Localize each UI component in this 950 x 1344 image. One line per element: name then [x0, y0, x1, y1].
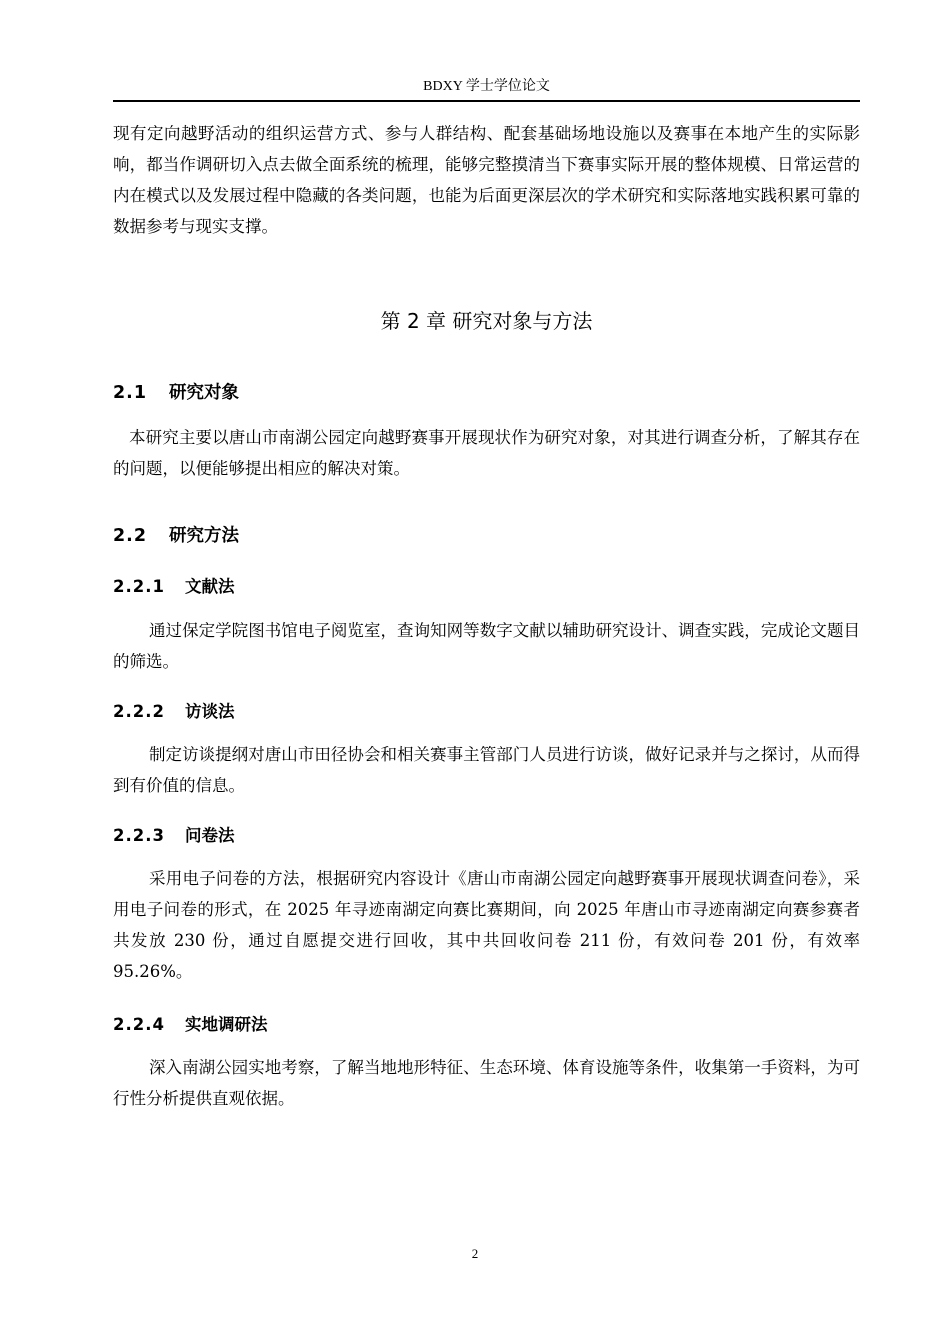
- section-number: 2.2: [113, 526, 148, 546]
- section-title: 研究方法: [169, 526, 239, 546]
- header-rule: [113, 100, 860, 102]
- section-number: 2.2.3: [113, 826, 165, 845]
- page-number: 2: [471, 1246, 479, 1261]
- section-2-1-paragraph: 本研究主要以唐山市南湖公园定向越野赛事开展现状作为研究对象，对其进行调查分析，了解其存在的问题，以便能够提出相应的解决对策。: [113, 428, 860, 478]
- section-title: 文献法: [185, 577, 235, 596]
- section-2-2-4-paragraph: 深入南湖公园实地考察，了解当地地形特征、生态环境、体育设施等条件，收集第一手资料，为可行性分析提供直观依据。: [113, 1058, 860, 1108]
- section-2-2-1-heading: [113, 575, 235, 599]
- section-number: 2.2.4: [113, 1015, 165, 1034]
- running-header: BDXY 学士学位论文: [423, 79, 550, 94]
- section-title: 实地调研法: [185, 1015, 268, 1034]
- section-2-2-4-heading: [113, 1013, 268, 1037]
- section-number: 2.1: [113, 383, 148, 403]
- section-2-2-heading: [113, 523, 239, 549]
- section-2-2-1-paragraph: 通过保定学院图书馆电子阅览室，查询知网等数字文献以辅助研究设计、调查实践，完成论文题目的筛选。: [113, 621, 860, 671]
- section-title: 访谈法: [185, 702, 235, 721]
- section-2-1-heading: [113, 380, 239, 406]
- section-number: 2.2.2: [113, 702, 165, 721]
- chapter-title: 第 2 章 研究对象与方法: [380, 309, 593, 333]
- section-2-2-3-paragraph: 采用电子问卷的方法，根据研究内容设计《唐山市南湖公园定向越野赛事开展现状调查问卷》，采用电子问卷的形式，在 2025 年寻迹南湖定向赛比赛期间，向 2025 年唐山市寻迹南湖定向赛参赛者共发放 230 份，通过自愿提交进行回收，其中共回收问卷 211 份，有效问卷 201 份，有效率 95.26%。: [113, 869, 860, 981]
- section-title: 问卷法: [185, 826, 235, 845]
- section-2-2-2-heading: [113, 700, 235, 724]
- intro-paragraph: 现有定向越野活动的组织运营方式、参与人群结构、配套基础场地设施以及赛事在本地产生的实际影响，都当作调研切入点去做全面系统的梳理，能够完整摸清当下赛事实际开展的整体规模、日常运营的内在模式以及发展过程中隐藏的各类问题，也能为后面更深层次的学术研究和实际落地实践积累可靠的数据参考与现实支撑。: [113, 124, 860, 236]
- section-2-2-3-heading: [113, 824, 235, 848]
- section-2-2-2-paragraph: 制定访谈提纲对唐山市田径协会和相关赛事主管部门人员进行访谈，做好记录并与之探讨，从而得到有价值的信息。: [113, 745, 860, 795]
- section-title: 研究对象: [169, 383, 239, 403]
- section-number: 2.2.1: [113, 577, 165, 596]
